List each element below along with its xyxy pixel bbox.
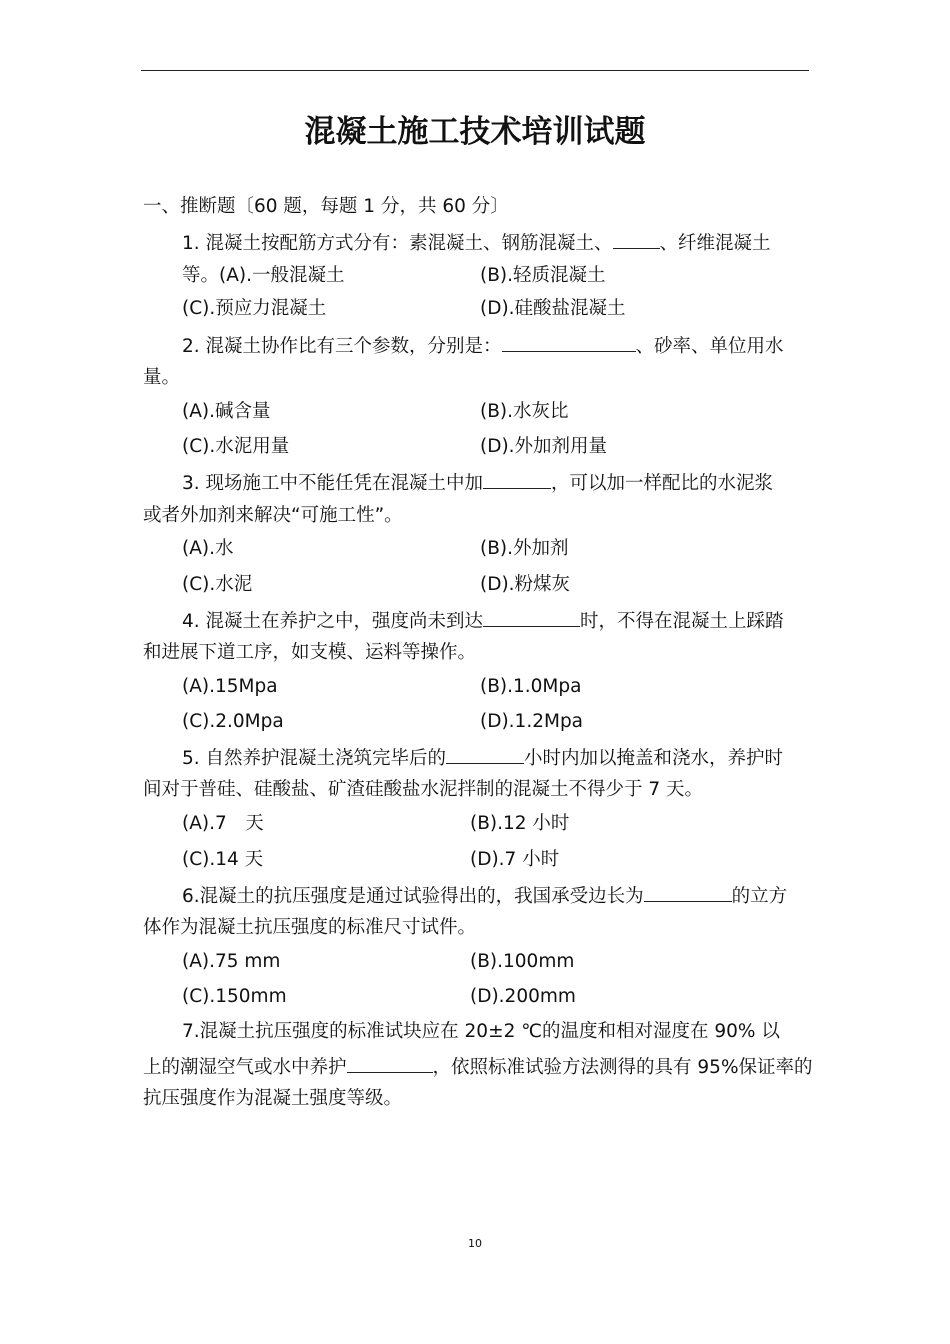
question-3-line1: [182, 470, 773, 496]
q4-option-d[interactable]: (D).1.2Mpa: [480, 711, 584, 732]
q3-option-d[interactable]: (D).粉煤灰: [480, 574, 571, 595]
section-heading: 一、推断题〔60 题，每题 1 分，共 60 分〕: [143, 196, 509, 217]
q3-option-b[interactable]: (B).外加剂: [480, 538, 569, 559]
question-4-line2: 和进展下道工序，如支模、运料等操作。: [143, 642, 477, 663]
q7-answer-blank[interactable]: [347, 1054, 433, 1073]
q5-text-pre: 5. 自然养护混凝土浇筑完毕后的: [182, 748, 447, 769]
q1-option-b[interactable]: (B).轻质混凝土: [480, 265, 606, 286]
q3-text-post: ，可以加一样配比的水泥浆: [551, 473, 774, 494]
q2-option-d[interactable]: (D).外加剂用量: [480, 436, 608, 457]
q5-option-d[interactable]: (D).7 小时: [470, 849, 560, 870]
q2-option-b[interactable]: (B).水灰比: [480, 401, 569, 422]
q4-text-pre: 4. 混凝土在养护之中，强度尚未到达: [182, 611, 484, 632]
question-2-line2: 量。: [143, 367, 181, 388]
question-7-line1: 7.混凝土抗压强度的标准试块应在 20±2 ℃的温度和相对湿度在 90% 以: [182, 1021, 780, 1042]
question-5-line2: 间对于普硅、硅酸盐、矿渣硅酸盐水泥拌制的混凝土不得少于 7 天。: [143, 779, 704, 800]
question-6-line1: [182, 883, 787, 909]
q4-option-b[interactable]: (B).1.0Mpa: [480, 676, 582, 697]
q6-text-post: 的立方: [731, 886, 788, 907]
q1-text-pre: 1. 混凝土按配筋方式分有：素混凝土、钢筋混凝土、: [182, 233, 613, 254]
question-2-line1: [182, 333, 784, 359]
q2-option-a[interactable]: (A).碱含量: [182, 401, 271, 422]
q6-answer-blank[interactable]: [644, 883, 732, 902]
q1-text-post: 、纤维混凝土: [659, 233, 771, 254]
q7-text-pre: 上的潮湿空气或水中养护: [143, 1057, 347, 1078]
q6-option-c[interactable]: (C).150mm: [182, 986, 287, 1007]
q2-text-pre: 2. 混凝土协作比有三个参数，分别是：: [182, 336, 502, 357]
q7-text-post: ，依照标准试验方法测得的具有 95%保证率的: [432, 1057, 813, 1078]
page-title: 混凝土施工技术培训试题: [304, 114, 646, 150]
question-7-line2: [143, 1054, 813, 1080]
q3-option-c[interactable]: (C).水泥: [182, 574, 253, 595]
q1-option-a[interactable]: (A).一般混凝土: [219, 265, 345, 286]
q3-answer-blank[interactable]: [483, 470, 551, 489]
question-1-line2: [182, 264, 345, 288]
q5-text-post: 小时内加以掩盖和浇水，养护时: [524, 748, 784, 769]
question-4-line1: [182, 608, 784, 634]
q1-text-end: 等。: [182, 265, 220, 286]
q6-option-d[interactable]: (D).200mm: [470, 986, 576, 1007]
q1-answer-blank[interactable]: [613, 230, 660, 249]
q2-text-post: 、砂率、单位用水: [635, 336, 784, 357]
q4-option-a[interactable]: (A).15Mpa: [182, 676, 278, 697]
q6-option-b[interactable]: (B).100mm: [470, 951, 575, 972]
q1-option-d[interactable]: (D).硅酸盐混凝土: [480, 298, 626, 319]
q1-option-c[interactable]: (C).预应力混凝土: [182, 298, 327, 319]
q5-option-a[interactable]: (A).7 天: [182, 813, 264, 834]
question-6-line2: 体作为混凝土抗压强度的标准尺寸试件。: [143, 917, 477, 938]
q2-option-c[interactable]: (C).水泥用量: [182, 436, 290, 457]
q5-option-b[interactable]: (B).12 小时: [470, 813, 570, 834]
page-number: 10: [468, 1237, 482, 1250]
question-5-line1: [182, 745, 783, 771]
header-rule: [141, 70, 809, 71]
q4-text-post: 时，不得在混凝土上踩踏: [580, 611, 784, 632]
q4-option-c[interactable]: (C).2.0Mpa: [182, 711, 284, 732]
q5-answer-blank[interactable]: [446, 745, 524, 764]
q5-option-c[interactable]: (C).14 天: [182, 849, 264, 870]
q3-option-a[interactable]: (A).水: [182, 538, 234, 559]
q4-answer-blank[interactable]: [483, 608, 580, 627]
q2-answer-blank[interactable]: [502, 333, 636, 352]
question-7-line3: 抗压强度作为混凝土强度等级。: [143, 1088, 403, 1109]
q3-text-pre: 3. 现场施工中不能任凭在混凝土中加: [182, 473, 484, 494]
question-1-line1: [182, 230, 771, 256]
q6-text-pre: 6.混凝土的抗压强度是通过试验得出的，我国承受边长为: [182, 886, 644, 907]
q6-option-a[interactable]: (A).75 mm: [182, 951, 281, 972]
question-3-line2: 或者外加剂来解决“可施工性”。: [143, 505, 403, 526]
